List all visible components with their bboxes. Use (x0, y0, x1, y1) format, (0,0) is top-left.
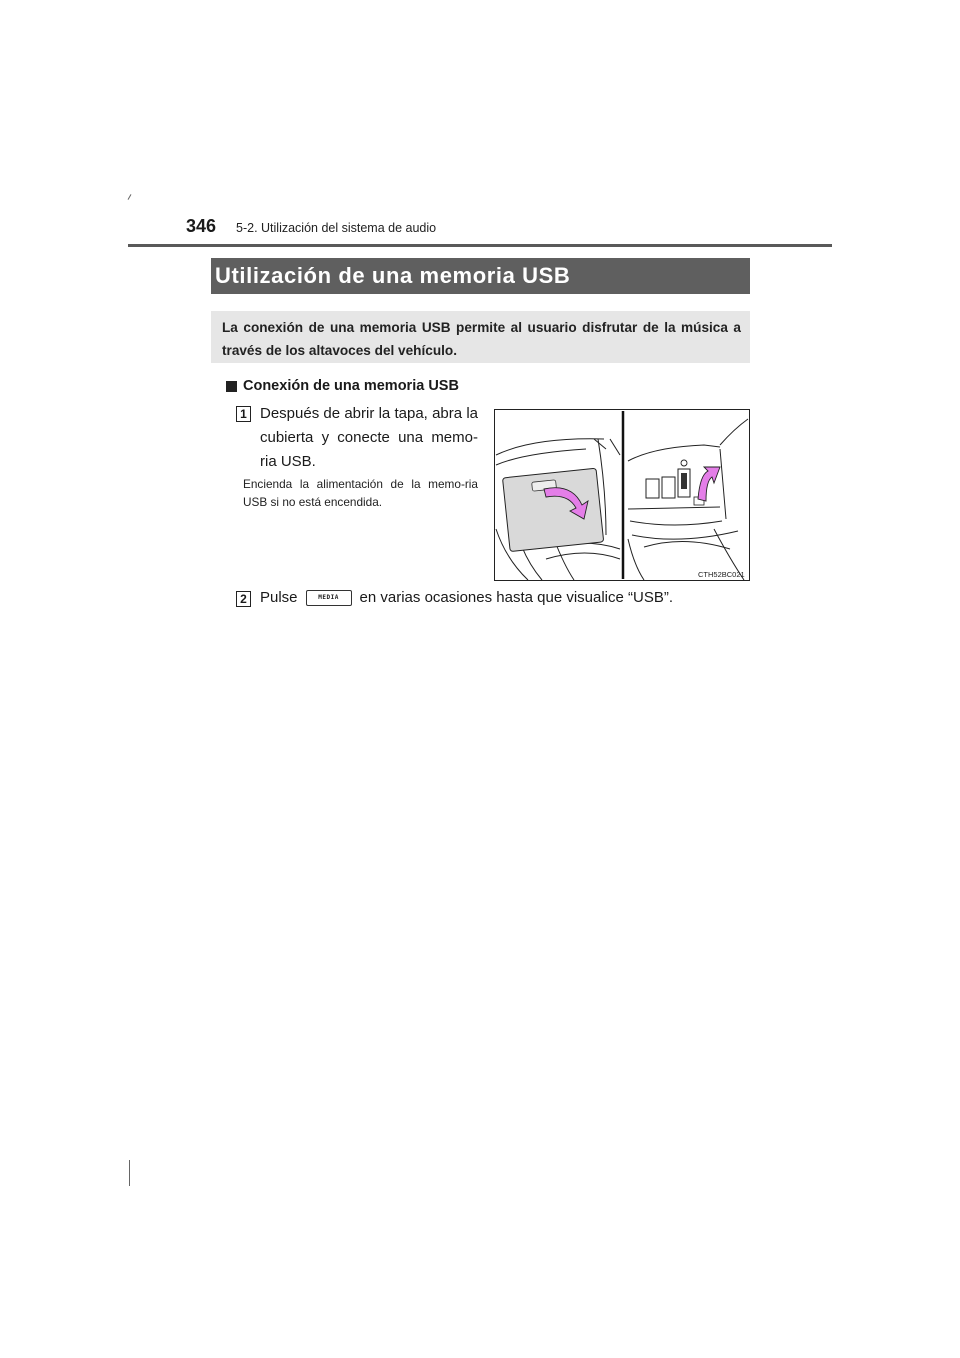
crop-mark (128, 194, 132, 200)
intro-box (211, 311, 750, 363)
step-1-text: Después de abrir la tapa, abra la cubierta y conecte una memo-ria USB. (260, 405, 478, 470)
step-2-text-before: Pulse (260, 589, 298, 606)
header-rule (128, 244, 832, 247)
step-1-number: 1 (236, 406, 251, 422)
page-title: Utilización de una memoria USB (211, 258, 750, 294)
step-2-text (260, 589, 673, 606)
step-2-text-after: en varias ocasiones hasta que visualice “USB”. (359, 589, 674, 606)
figure-code: CTH52BC021 (698, 570, 745, 579)
square-bullet-icon (226, 381, 237, 392)
media-button-icon: MEDIA (306, 590, 352, 606)
usb-illustration (494, 409, 750, 581)
step-1-note: Encienda la alimentación de la memo-ria USB si no está encendida. (243, 477, 478, 509)
crop-mark (129, 1160, 130, 1186)
port-slot (646, 479, 659, 498)
subheading-text: Conexión de una memoria USB (243, 378, 459, 394)
port-slot (662, 477, 675, 498)
subheading (226, 378, 459, 394)
page-number: 346 (186, 216, 217, 236)
section-label: 5-2. Utilización del sistema de audio (236, 221, 437, 235)
step-2-number: 2 (236, 591, 251, 607)
intro-text: La conexión de una memoria USB permite al usuario disfrutar de la música a través de los altavoces del vehículo. (222, 320, 741, 358)
